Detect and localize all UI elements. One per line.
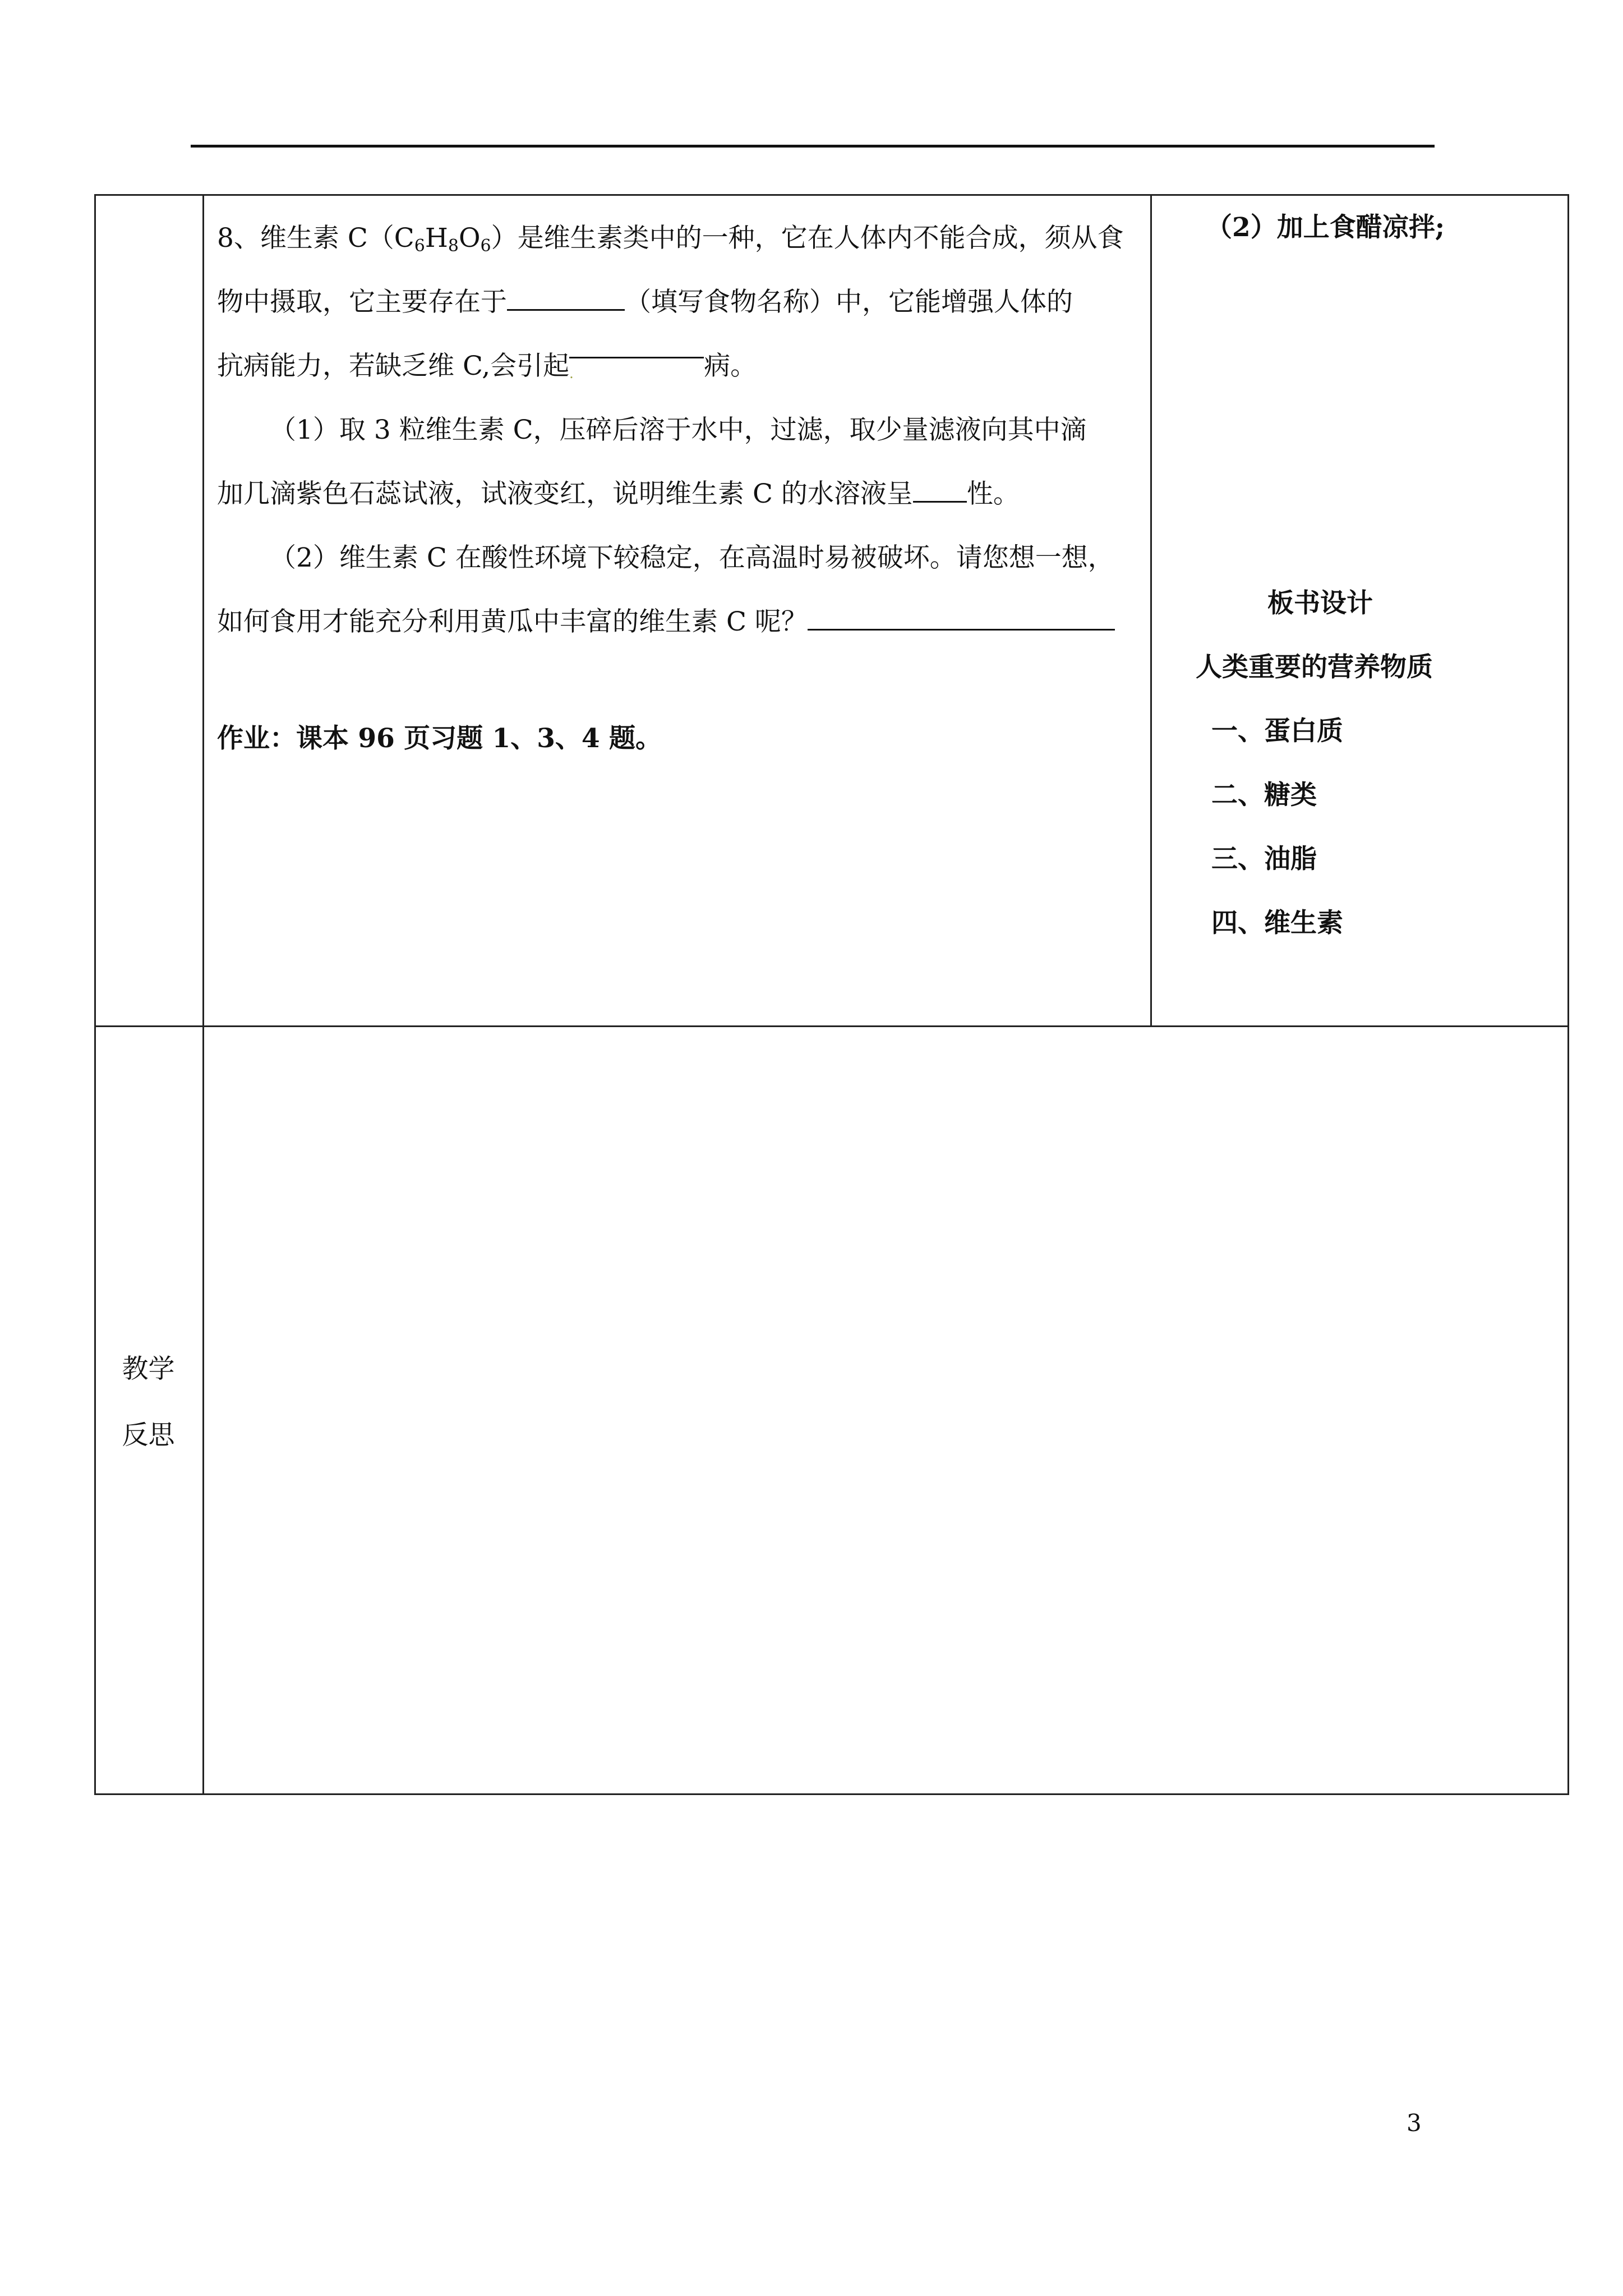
header-rule <box>191 145 1435 148</box>
question-line-2: 物中摄取，它主要存在于 （填写食物名称）中，它能增强人体的 <box>217 287 1073 318</box>
board-design-title: 板书设计 <box>1267 588 1373 619</box>
question-line-3: 抗病能力，若缺乏维 C,会引起. 病。 <box>217 334 1136 398</box>
reflection-label-line-2: 反思 <box>122 1420 175 1451</box>
sub-question-2-line-2: 如何食用才能充分利用黄瓜中丰富的维生素 C 呢？ <box>217 590 1136 654</box>
board-item-fats: 三、油脂 <box>1211 844 1317 875</box>
question-line-1: 8、维生素 $C(C_6H_8O_6)$是维生素类中的一种，它在人体内不能合成，须从食 <box>217 223 1124 256</box>
reflection-label-cell <box>94 1027 202 1795</box>
homework-text: 作业：课本 96 页习题 1、3、4 题。 <box>217 723 662 754</box>
side-answer: （2）加上食醋凉拌; <box>1206 212 1445 243</box>
reflection-content-cell[interactable] <box>204 1027 1569 1795</box>
sub-question-1-line-2: 加几滴紫色石蕊试液，试液变红，说明维生素 C 的水溶液呈 性。 <box>217 478 1020 509</box>
ink-dot: . <box>569 366 574 381</box>
food-name-blank <box>507 287 625 311</box>
board-item-protein: 一、蛋白质 <box>1211 716 1343 747</box>
eating-method-blank <box>808 606 1115 631</box>
side-cell <box>1152 194 1569 1025</box>
page-number: 3 <box>1407 2109 1422 2137</box>
disease-blank <box>569 334 704 381</box>
reflection-label-line-1: 教学 <box>122 1354 175 1384</box>
board-design-subtitle: 人类重要的营养物质 <box>1196 652 1433 683</box>
board-item-vitamins: 四、维生素 <box>1211 908 1343 938</box>
acidity-blank <box>913 478 967 503</box>
board-item-sugars: 二、糖类 <box>1211 780 1317 811</box>
sub-question-2-line-1: （2）维生素 C 在酸性环境下较稳定，在高温时易被破坏。请您想一想， <box>270 542 1114 573</box>
lesson-table <box>94 194 1569 1795</box>
sub-question-1-line-1: （1）取 3 粒维生素 C，压碎后溶于水中，过滤，取少量滤液向其中滴 <box>270 415 1087 445</box>
question-cell <box>202 194 1150 1025</box>
